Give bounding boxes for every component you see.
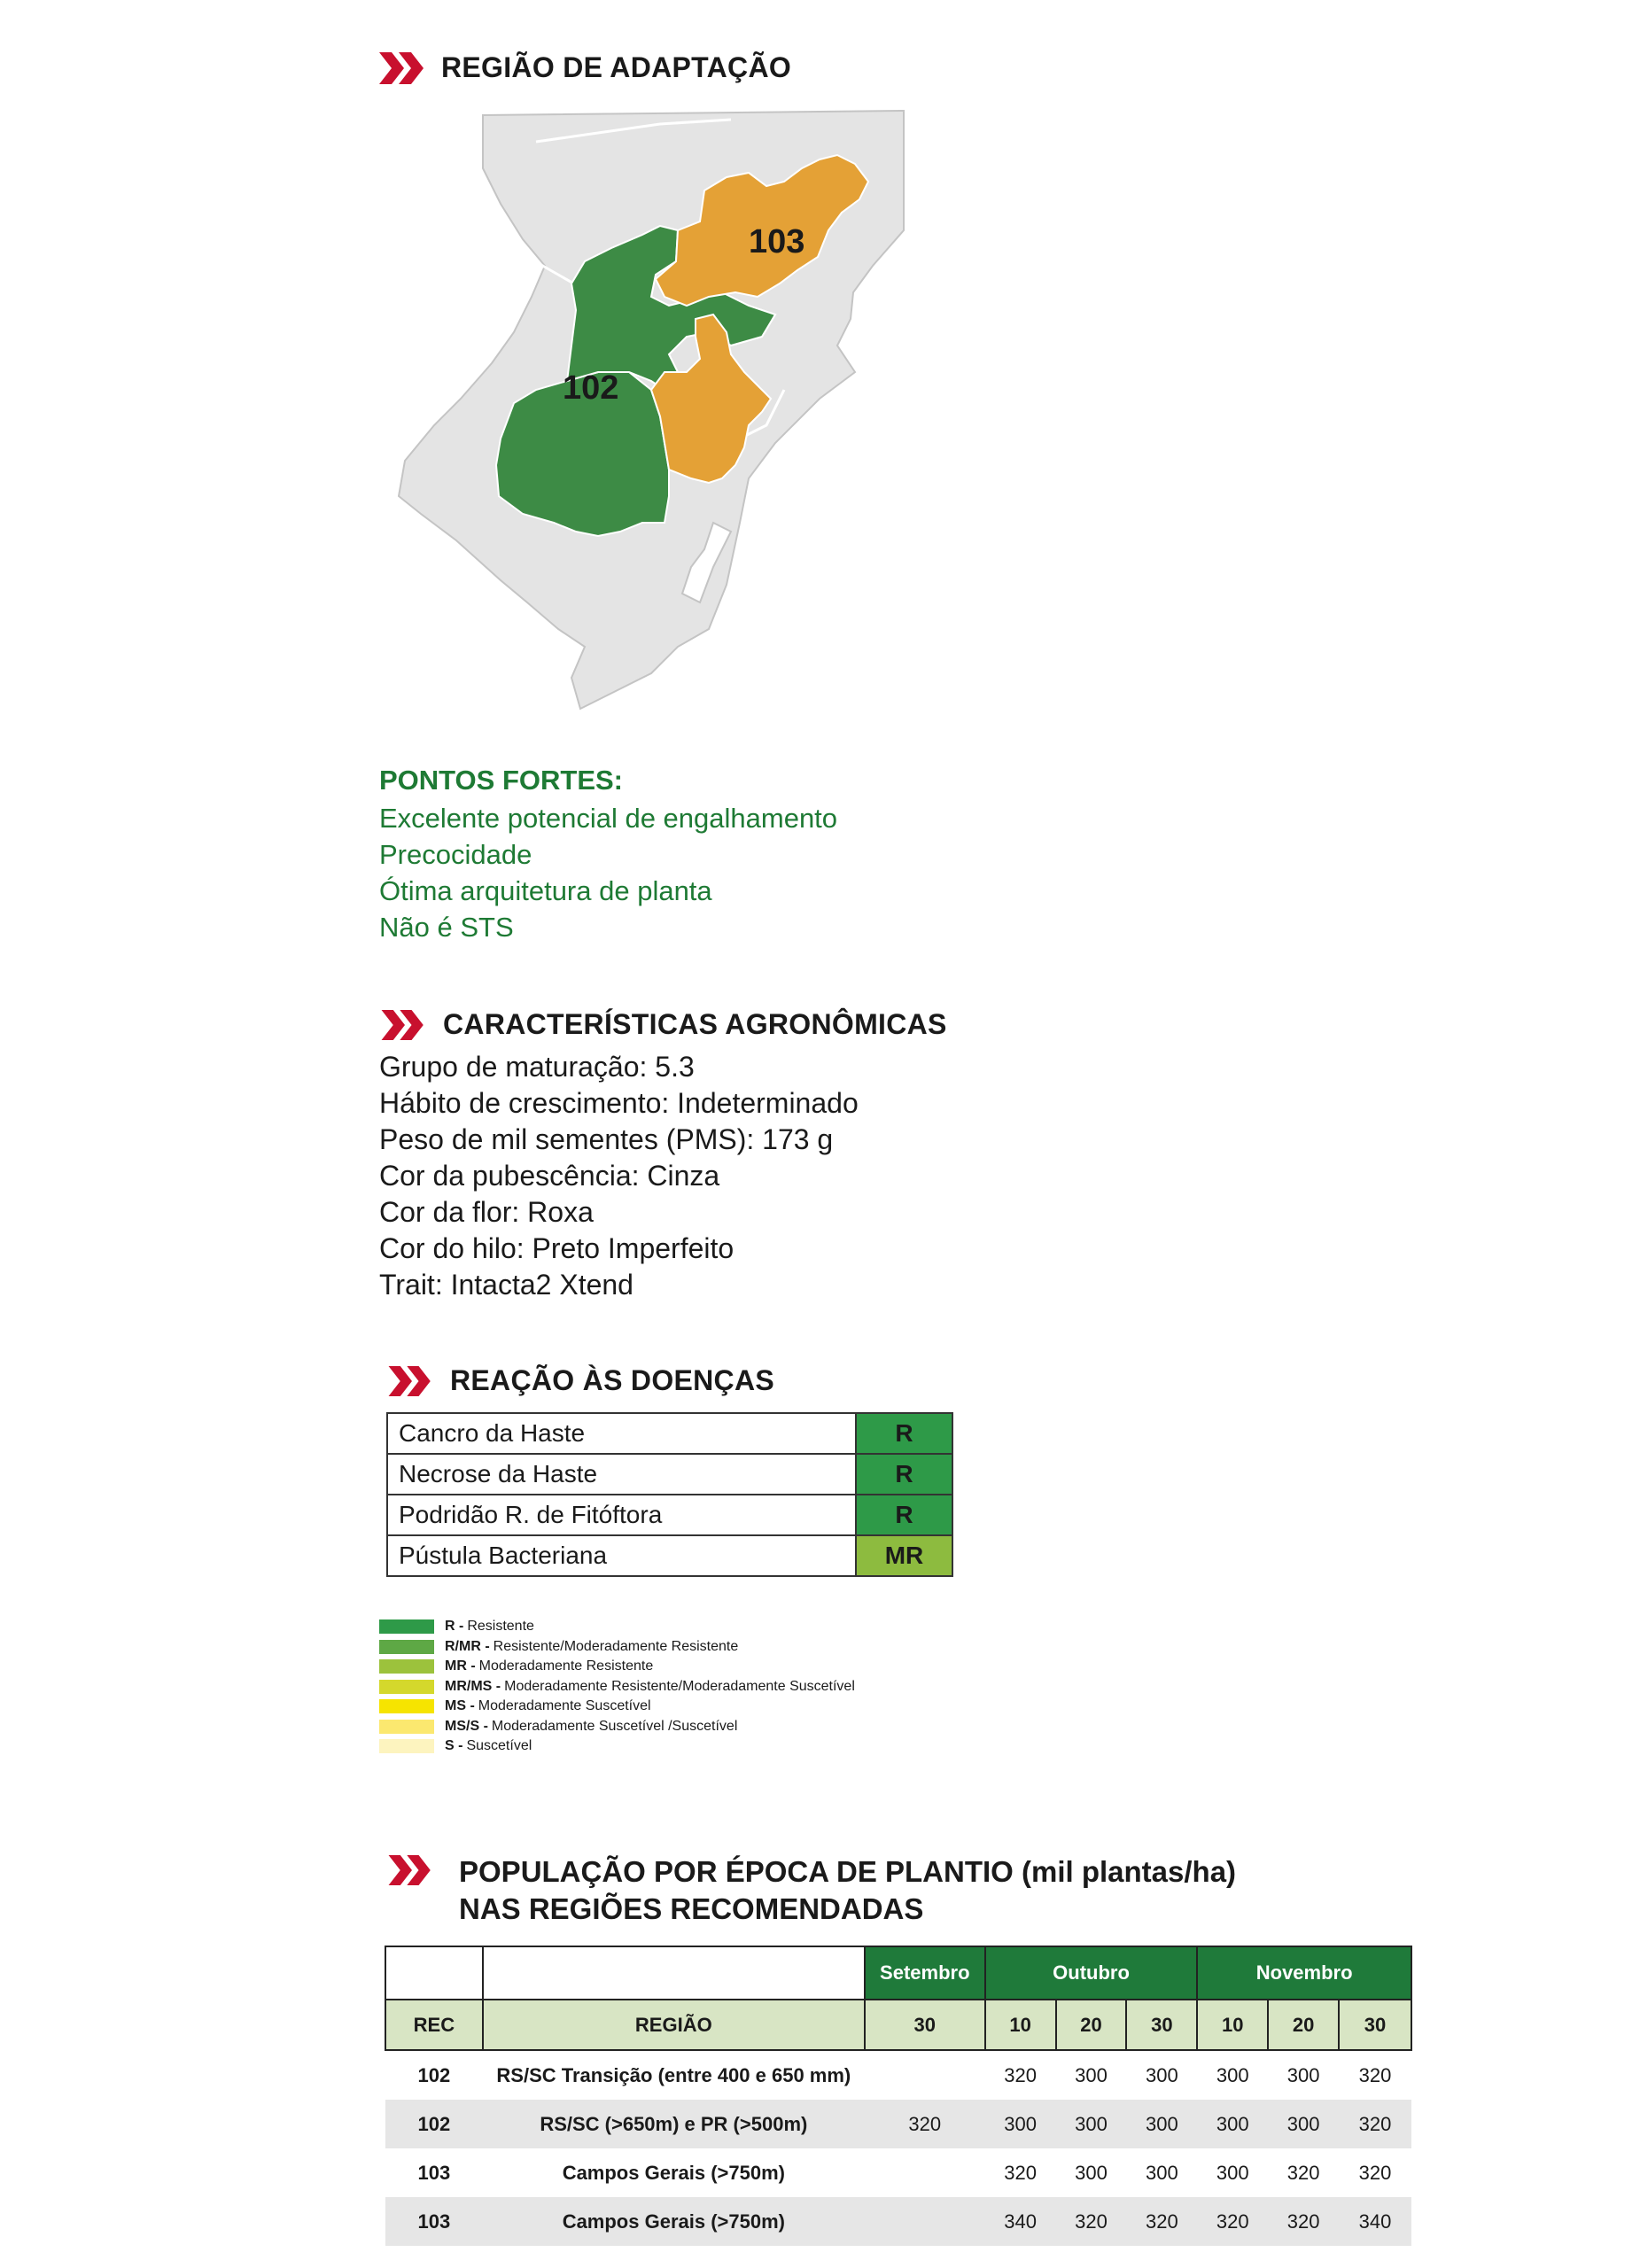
region-cell: Campos Gerais (>750m) bbox=[483, 2197, 865, 2246]
value-cell: 320 bbox=[1056, 2197, 1127, 2246]
value-cell: 320 bbox=[1004, 2161, 1038, 2184]
legend-item bbox=[379, 1677, 855, 1697]
day-header: 30 bbox=[1339, 2000, 1411, 2050]
agronomic-heading bbox=[379, 1008, 947, 1041]
legend-code: R/MR - bbox=[445, 1638, 490, 1654]
disease-name: Pústula Bacteriana bbox=[387, 1535, 856, 1576]
day-header: 10 bbox=[985, 2000, 1056, 2050]
legend-item bbox=[379, 1617, 855, 1637]
value-cell: 320 bbox=[1286, 2161, 1320, 2184]
double-chevron-icon bbox=[379, 52, 429, 84]
disease-name: Necrose da Haste bbox=[387, 1454, 856, 1495]
disease-value: MR bbox=[856, 1535, 952, 1576]
agronomic-line: Cor da flor: Roxa bbox=[379, 1196, 594, 1228]
table-row bbox=[385, 2197, 1411, 2246]
legend-swatch bbox=[379, 1720, 434, 1734]
value-cell: 300 bbox=[985, 2100, 1056, 2148]
value-cell: 340 bbox=[1339, 2197, 1411, 2246]
legend-code: R - bbox=[445, 1619, 464, 1635]
value-cell: 300 bbox=[1126, 2100, 1197, 2148]
legend-text: Moderadamente Resistente bbox=[478, 1658, 654, 1674]
population-title-line2: NAS REGIÕES RECOMENDADAS bbox=[459, 1892, 924, 1925]
double-chevron-icon bbox=[379, 1010, 431, 1040]
value-cell: 300 bbox=[1075, 2161, 1108, 2184]
legend-item bbox=[379, 1657, 855, 1677]
rec-cell: 102 bbox=[385, 2100, 483, 2148]
rec-cell: 102 bbox=[417, 2063, 451, 2086]
strength-item: Não é STS bbox=[379, 912, 514, 943]
double-chevron-icon bbox=[386, 1366, 438, 1396]
legend-code: S - bbox=[445, 1738, 463, 1754]
legend-code: MR/MS - bbox=[445, 1678, 501, 1694]
agronomic-line: Cor da pubescência: Cinza bbox=[379, 1160, 720, 1192]
value-cell: 320 bbox=[1358, 2161, 1392, 2184]
value-cell: 300 bbox=[1216, 2063, 1249, 2086]
agronomic-line: Peso de mil sementes (PMS): 173 g bbox=[379, 1123, 834, 1155]
rec-header: REC bbox=[385, 2000, 483, 2050]
agronomic-title: CARACTERÍSTICAS AGRONÔMICAS bbox=[443, 1008, 947, 1040]
value-cell: 320 bbox=[1126, 2197, 1197, 2246]
legend-item bbox=[379, 1637, 855, 1658]
disease-value: R bbox=[856, 1413, 952, 1454]
legend-text: Moderadamente Suscetível bbox=[478, 1698, 651, 1714]
day-header: 30 bbox=[1126, 2000, 1197, 2050]
value-cell: 320 bbox=[1358, 2063, 1392, 2086]
day-header: 20 bbox=[1056, 2000, 1127, 2050]
disease-row bbox=[387, 1413, 952, 1454]
month-header: Outubro bbox=[985, 1946, 1198, 2000]
legend-swatch bbox=[379, 1680, 434, 1694]
agronomic-line: Hábito de crescimento: Indeterminado bbox=[379, 1087, 859, 1119]
legend-item bbox=[379, 1717, 855, 1737]
disease-row bbox=[387, 1495, 952, 1535]
legend-text: Resistente/Moderadamente Resistente bbox=[493, 1638, 739, 1654]
legend-item bbox=[379, 1736, 855, 1757]
rec-cell: 103 bbox=[417, 2161, 451, 2184]
legend-swatch bbox=[379, 1640, 434, 1654]
disease-heading bbox=[386, 1364, 774, 1397]
value-cell: 320 bbox=[1004, 2063, 1038, 2086]
table-row bbox=[385, 2100, 1411, 2148]
month-header-row bbox=[385, 1946, 1411, 2000]
region-cell: RS/SC Transição (entre 400 e 650 mm) bbox=[496, 2063, 851, 2086]
disease-name: Podridão R. de Fitóftora bbox=[387, 1495, 856, 1535]
header-blank bbox=[483, 1946, 865, 2000]
legend-swatch bbox=[379, 1619, 434, 1634]
strengths-title: PONTOS FORTES: bbox=[379, 765, 624, 796]
value-cell: 320 bbox=[1268, 2197, 1339, 2246]
legend-text: Resistente bbox=[467, 1619, 534, 1635]
legend-text: Moderadamente Resistente/Moderadamente Suscetível bbox=[504, 1678, 855, 1694]
legend-code: MS - bbox=[445, 1698, 475, 1714]
table-row bbox=[385, 2050, 1411, 2100]
value-cell: 320 bbox=[1197, 2197, 1268, 2246]
value-cell: 300 bbox=[1268, 2100, 1339, 2148]
legend-item bbox=[379, 1697, 855, 1717]
agronomic-line: Trait: Intacta2 Xtend bbox=[379, 1269, 633, 1301]
value-cell bbox=[865, 2197, 985, 2246]
disease-row bbox=[387, 1535, 952, 1576]
disease-value: R bbox=[856, 1495, 952, 1535]
disease-value: R bbox=[856, 1454, 952, 1495]
value-cell: 340 bbox=[985, 2197, 1056, 2246]
value-cell: 300 bbox=[1146, 2063, 1178, 2086]
month-header: Setembro bbox=[865, 1946, 985, 2000]
day-header: 20 bbox=[1268, 2000, 1339, 2050]
region-header: REGIÃO bbox=[483, 2000, 865, 2050]
value-cell: 300 bbox=[1286, 2063, 1320, 2086]
month-header: Novembro bbox=[1197, 1946, 1411, 2000]
value-cell: 320 bbox=[1339, 2100, 1411, 2148]
legend-code: MR - bbox=[445, 1658, 476, 1674]
value-cell bbox=[865, 2050, 985, 2100]
agronomic-line: Cor do hilo: Preto Imperfeito bbox=[379, 1232, 735, 1264]
region-cell: Campos Gerais (>750m) bbox=[562, 2161, 785, 2184]
population-table bbox=[385, 1946, 1412, 2246]
strengths-block bbox=[379, 765, 837, 945]
agronomic-line: Grupo de maturação: 5.3 bbox=[379, 1051, 695, 1083]
value-cell: 300 bbox=[1056, 2100, 1127, 2148]
legend-swatch bbox=[379, 1739, 434, 1753]
agronomic-list bbox=[379, 1049, 859, 1303]
legend-code: MS/S - bbox=[445, 1718, 488, 1734]
value-cell bbox=[865, 2148, 985, 2197]
disease-table bbox=[386, 1412, 953, 1577]
subheader-row bbox=[385, 2000, 1411, 2050]
strength-item: Excelente potencial de engalhamento bbox=[379, 803, 838, 834]
strength-item: Ótima arquitetura de planta bbox=[379, 875, 712, 906]
legend-text: Suscetível bbox=[466, 1738, 532, 1754]
region-title: REGIÃO DE ADAPTAÇÃO bbox=[441, 51, 792, 83]
header-blank bbox=[385, 1946, 483, 2000]
region-cell: RS/SC (>650m) e PR (>500m) bbox=[483, 2100, 865, 2148]
adaptation-map bbox=[394, 106, 917, 718]
day-header: 10 bbox=[1197, 2000, 1268, 2050]
strength-item: Precocidade bbox=[379, 839, 532, 870]
legend-swatch bbox=[379, 1699, 434, 1713]
map-label-103: 103 bbox=[749, 223, 805, 260]
value-cell: 300 bbox=[1197, 2100, 1268, 2148]
population-heading bbox=[386, 1853, 1236, 1928]
population-title-line1: POPULAÇÃO POR ÉPOCA DE PLANTIO (mil plantas/ha) bbox=[459, 1855, 1237, 1888]
disease-legend bbox=[379, 1617, 855, 1757]
disease-row bbox=[387, 1454, 952, 1495]
value-cell: 300 bbox=[1075, 2063, 1108, 2086]
value-cell: 300 bbox=[1146, 2161, 1178, 2184]
table-row bbox=[385, 2148, 1411, 2197]
double-chevron-icon bbox=[386, 1855, 438, 1885]
region-heading bbox=[379, 51, 791, 84]
map-label-102: 102 bbox=[563, 369, 619, 407]
legend-swatch bbox=[379, 1659, 434, 1674]
disease-title: REAÇÃO ÀS DOENÇAS bbox=[450, 1364, 775, 1396]
legend-text: Moderadamente Suscetível /Suscetível bbox=[491, 1718, 738, 1734]
value-cell: 320 bbox=[865, 2100, 985, 2148]
day-header: 30 bbox=[865, 2000, 985, 2050]
disease-name: Cancro da Haste bbox=[387, 1413, 856, 1454]
rec-cell: 103 bbox=[385, 2197, 483, 2246]
value-cell: 300 bbox=[1216, 2161, 1249, 2184]
